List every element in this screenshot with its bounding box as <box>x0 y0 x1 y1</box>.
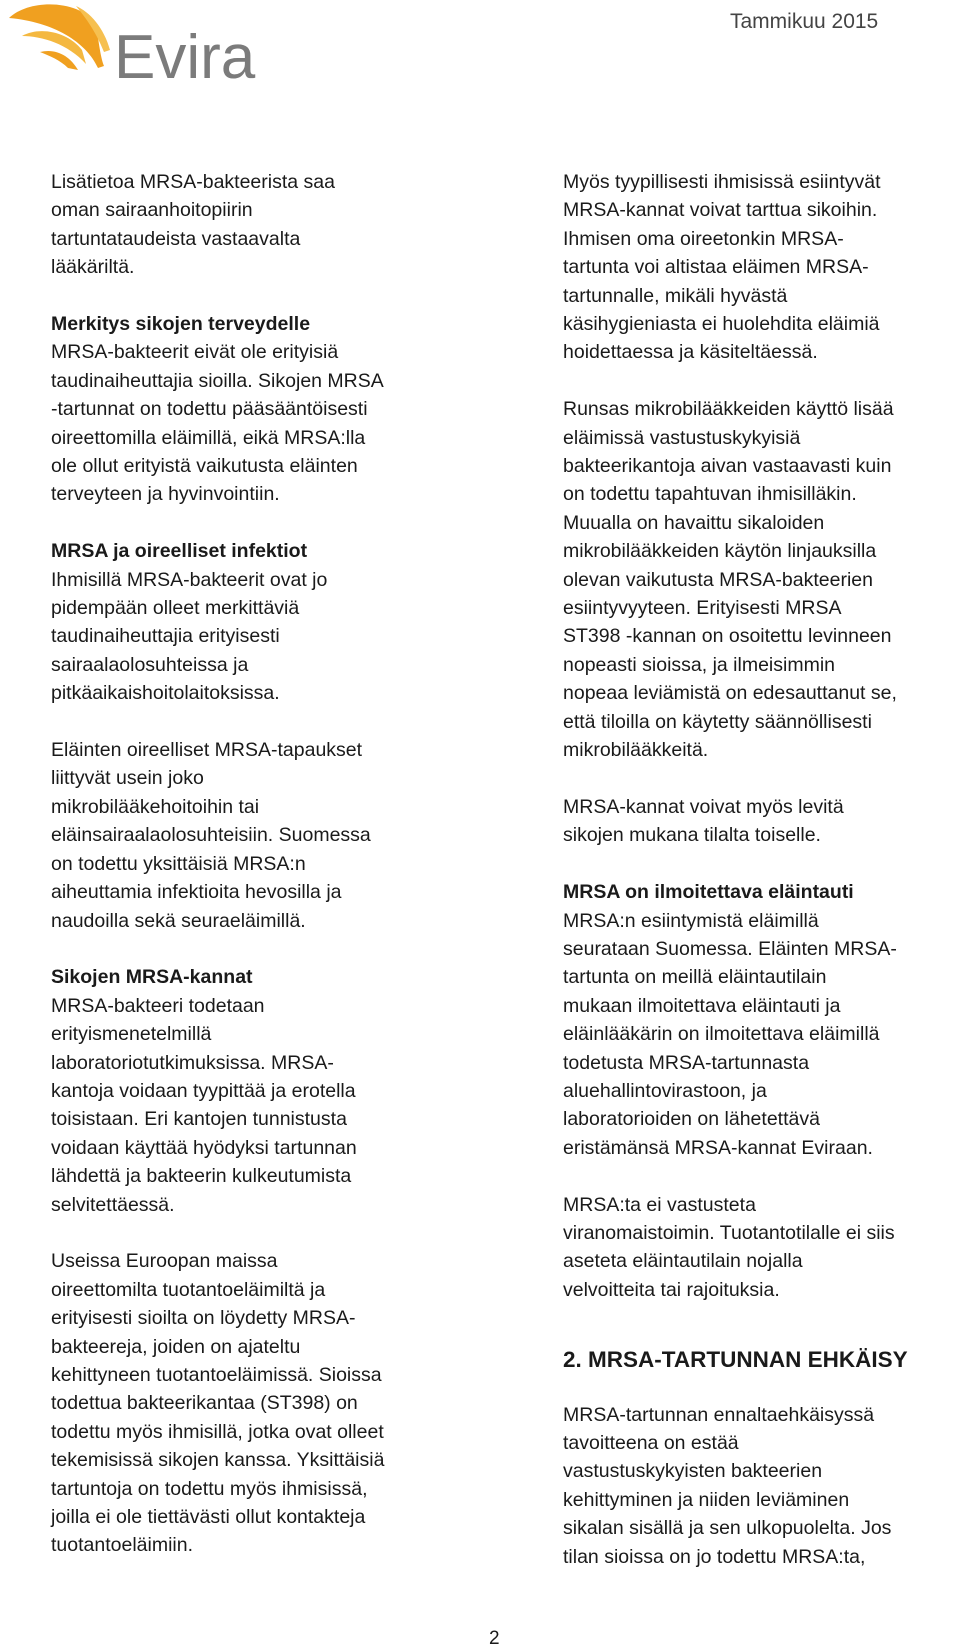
page-number: 2 <box>489 1628 500 1649</box>
animal-cases-paragraph: Eläinten oireelliset MRSA-tapaukset liittyvät usein joko mikrobilääkehoitoihin tai eläinsairaalaolosuhteisiin. Suomessa on todettu yksittäisiä MRSA:n aiheuttamia infektioita hevosilla ja naudoilla sekä seuraeläimillä. <box>51 739 371 932</box>
left-column <box>51 168 471 1588</box>
notifiable-disease-section: MRSA on ilmoitettava eläintauti MRSA:n esiintymistä eläimillä seurataan Suomessa. Eläinten MRSA- tartunta on meillä eläintautilain mukaan ilmoitettava eläintauti ja eläinlääkärin on ilmoitettava eläimillä todetusta MRSA-tartunnasta aluehallintovirastoon, ja laboratorioiden on lähetettävä eristämänsä MRSA-kannat Eviraan. <box>563 878 958 1162</box>
logo-wordmark: Evira <box>114 23 256 90</box>
section-heading-pig-health: Merkitys sikojen terveydelle <box>51 313 311 336</box>
chapter-heading-prevention: 2. MRSA-TARTUNNAN EHKÄISY <box>563 1347 908 1373</box>
section-heading-notifiable: MRSA on ilmoitettava eläintauti <box>563 881 854 904</box>
right-column <box>563 168 958 1599</box>
prevention-paragraph: MRSA-tartunnan ennaltaehkäisyssä tavoitteena on estää vastustuskykyisten bakteerien kehittyminen ja niiden leviäminen sikalan sisällä ja sen ulkopuolelta. Jos tilan sioissa on jo todettu MRSA:ta, <box>563 1403 892 1568</box>
section-heading-pig-strains: Sikojen MRSA-kannat <box>51 966 253 989</box>
symptomatic-infections-section: MRSA ja oireelliset infektiot Ihmisillä MRSA-bakteerit ovat jo pidempään olleet merkittäviä taudinaiheuttajia erityisesti sairaalaolosuhteissa ja pitkäaikaishoitolaitoksissa. <box>51 537 471 707</box>
pig-strains-section: Sikojen MRSA-kannat MRSA-bakteeri todetaan erityismenetelmillä laboratoriotutkimuksissa. MRSA- kantoja voidaan tyypittää ja erotella toisistaan. Eri kantojen tunnistusta voidaan käyttää hyödyksi tartunnan lähdettä ja bakteerin kulkeutumista selvitettäessä. <box>51 963 471 1219</box>
pig-health-section: Merkitys sikojen terveydelle MRSA-bakteerit eivät ole erityisiä taudinaiheuttajia sioilla. Sikojen MRSA -tartunnat on todettu pääsääntöisesti oireettomilla eläimillä, eikä MRSA:lla ole ollut erityistä vaikutusta eläinten terveyteen ja hyvinvointiin. <box>51 310 471 509</box>
spread-paragraph: MRSA-kannat voivat myös levitä sikojen mukana tilalta toiselle. <box>563 795 844 847</box>
info-contact-paragraph: Lisätietoa MRSA-bakteerista saa oman sairaanhoitopiirin tartuntataudeista vastaavalta lääkäriltä. <box>51 171 335 279</box>
human-strains-paragraph: Myös tyypillisesti ihmisissä esiintyvät MRSA-kannat voivat tarttua sikoihin. Ihmisen oma oireetonkin MRSA- tartunta voi altistaa eläimen MRSA- tartunnalle, mikäli hyvästä käsihygieniasta ei huolehdita eläimiä hoidettaessa ja käsiteltäessä. <box>563 171 881 364</box>
europe-paragraph: Useissa Euroopan maissa oireettomilta tuotantoeläimiltä ja erityisesti sioilta on löydetty MRSA- bakteereja, joiden on ajateltu kehittyneen tuotantoeläimissä. Sioissa todettua bakteerikantaa (ST398) on todettu myös ihmisillä, jotka ovat olleet tekemisissä sikojen kanssa. Yksittäisiä tartuntoja on todettu myös ihmisissä, joilla ei ole tiettävästi ollut kontakteja tuotantoeläimiin. <box>51 1250 385 1557</box>
antibiotic-use-paragraph: Runsas mikrobilääkkeiden käyttö lisää eläimissä vastustuskykyisiä bakteerikantoja aivan vastaavasti kuin on todettu tapahtuvan ihmisilläkin. Muualla on havaittu sikaloiden mikrobilääkkeiden käytön linjauksilla olevan vaikutusta MRSA-bakteerien esiintyvyyteen. Erityisesti MRSA ST398 -kannan on osoitettu levinneen nopeasti sioissa, ja ilmeisimmin nopeaa leviämistä on edesauttanut se, että tiloilla on käytetty säännöllisesti mikrobilääkkeitä. <box>563 398 897 762</box>
section-heading-infections: MRSA ja oireelliset infektiot <box>51 540 308 563</box>
no-control-paragraph: MRSA:ta ei vastusteta viranomaistoimin. Tuotantotilalle ei siis aseteta eläintautilain nojalla velvoitteita tai rajoituksia. <box>563 1193 895 1301</box>
header-date: Tammikuu 2015 <box>730 10 879 33</box>
evira-logo <box>6 0 281 90</box>
